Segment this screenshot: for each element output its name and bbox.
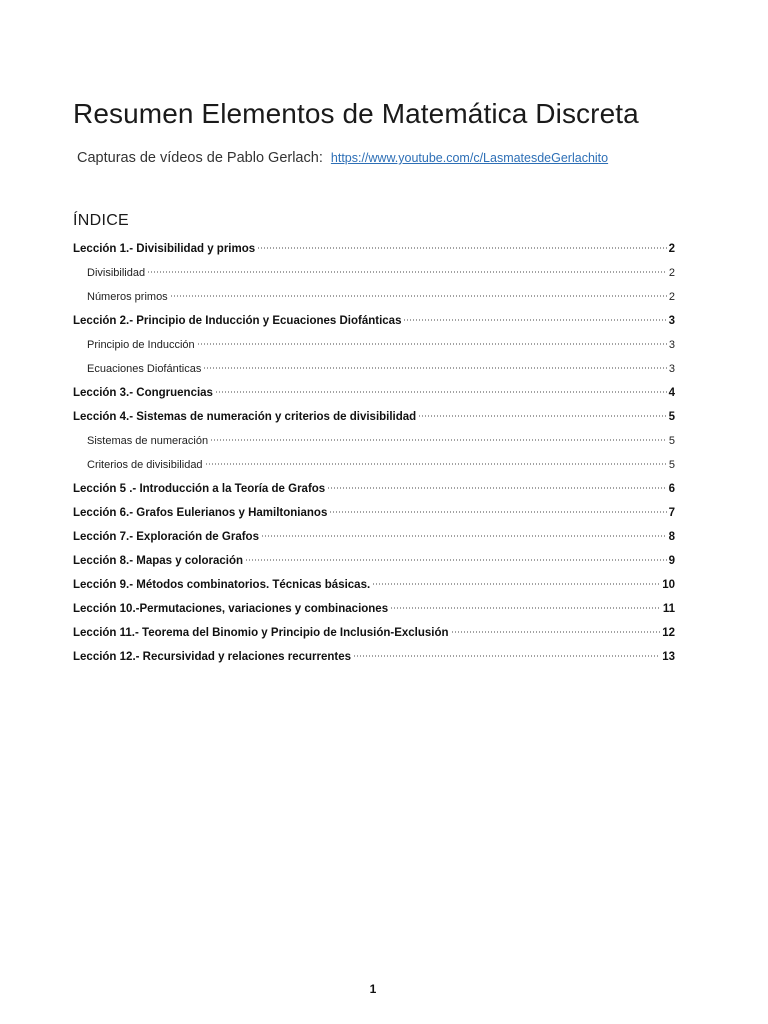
toc-entry-label: Lección 3.- Congruencias — [73, 387, 213, 399]
toc-dot-leader — [203, 367, 667, 369]
toc-entry-lesson[interactable] — [73, 243, 675, 267]
toc-entry-page-number: 2 — [668, 291, 675, 303]
toc-entry-page-number: 10 — [662, 579, 675, 591]
toc-entry-page-number: 3 — [668, 363, 675, 375]
toc-entry-lesson[interactable] — [73, 627, 675, 651]
toc-dot-leader — [205, 463, 667, 465]
toc-entry-label: Lección 5 .- Introducción a la Teoría de Grafos — [73, 483, 326, 495]
toc-entry-lesson[interactable] — [73, 507, 675, 531]
toc-entry-page-number: 8 — [668, 531, 675, 543]
toc-dot-leader — [245, 559, 667, 561]
toc-entry-label: Sistemas de numeración — [87, 435, 209, 447]
toc-dot-leader — [210, 439, 667, 441]
toc-entry-lesson[interactable] — [73, 603, 675, 627]
toc-entry-page-number: 5 — [668, 411, 675, 423]
toc-dot-leader — [197, 343, 667, 345]
toc-entry-page-number: 3 — [668, 315, 675, 327]
toc-entry-label: Criterios de divisibilidad — [87, 459, 203, 471]
toc-dot-leader — [390, 607, 661, 609]
page-title: Resumen Elementos de Matemática Discreta — [73, 98, 639, 129]
toc-entry-lesson[interactable] — [73, 579, 675, 603]
toc-entry-label: Lección 12.- Recursividad y relaciones recurrentes — [73, 651, 352, 663]
toc-entry-subsection[interactable] — [73, 363, 675, 387]
toc-entry-page-number: 12 — [662, 627, 675, 639]
toc-entry-label: Números primos — [87, 291, 168, 303]
toc-entry-label: Ecuaciones Diofánticas — [87, 363, 202, 375]
toc-entry-subsection[interactable] — [73, 267, 675, 291]
toc-entry-label: Lección 9.- Métodos combinatorios. Técnicas básicas. — [73, 579, 371, 591]
toc-entry-page-number: 3 — [668, 339, 675, 351]
toc-entry-lesson[interactable] — [73, 483, 675, 507]
toc-entry-page-number: 4 — [668, 387, 675, 399]
toc-entry-page-number: 9 — [668, 555, 675, 567]
toc-entry-page-number: 7 — [668, 507, 675, 519]
subtitle-separator: : — [318, 150, 323, 166]
toc-dot-leader — [147, 271, 667, 273]
toc-dot-leader — [329, 511, 666, 513]
toc-dot-leader — [215, 391, 667, 393]
toc-entry-label: Principio de Inducción — [87, 339, 195, 351]
toc-dot-leader — [261, 535, 667, 537]
toc-entry-label: Lección 10.-Permutaciones, variaciones y combinaciones — [73, 603, 389, 615]
subtitle — [77, 150, 608, 166]
table-of-contents — [73, 243, 675, 675]
toc-entry-lesson[interactable] — [73, 315, 675, 339]
toc-dot-leader — [327, 487, 666, 489]
toc-entry-page-number: 2 — [668, 243, 675, 255]
toc-entry-label: Lección 7.- Exploración de Grafos — [73, 531, 259, 543]
toc-entry-lesson[interactable] — [73, 387, 675, 411]
toc-entry-subsection[interactable] — [73, 435, 675, 459]
toc-heading: ÍNDICE — [73, 212, 130, 229]
toc-dot-leader — [451, 631, 661, 633]
toc-entry-label: Lección 11.- Teorema del Binomio y Principio de Inclusión-Exclusión — [73, 627, 449, 639]
toc-entry-label: Lección 1.- Divisibilidad y primos — [73, 243, 256, 255]
toc-entry-label: Divisibilidad — [87, 267, 146, 279]
subtitle-text: Capturas de vídeos de Pablo Gerlach — [77, 150, 319, 166]
toc-entry-lesson[interactable] — [73, 651, 675, 675]
page-number: 1 — [369, 982, 377, 996]
toc-entry-lesson[interactable] — [73, 531, 675, 555]
toc-dot-leader — [372, 583, 660, 585]
toc-entry-lesson[interactable] — [73, 411, 675, 435]
toc-entry-label: Lección 4.- Sistemas de numeración y criterios de divisibilidad — [73, 411, 417, 423]
toc-entry-page-number: 11 — [662, 603, 675, 615]
toc-dot-leader — [353, 655, 660, 657]
toc-entry-page-number: 5 — [668, 459, 675, 471]
toc-entry-label: Lección 8.- Mapas y coloración — [73, 555, 243, 567]
toc-entry-subsection[interactable] — [73, 459, 675, 483]
toc-entry-label: Lección 2.- Principio de Inducción y Ecuaciones Diofánticas — [73, 315, 402, 327]
toc-entry-page-number: 5 — [668, 435, 675, 447]
toc-entry-page-number: 13 — [662, 651, 675, 663]
toc-entry-page-number: 6 — [668, 483, 675, 495]
toc-dot-leader — [170, 295, 667, 297]
toc-entry-label: Lección 6.- Grafos Eulerianos y Hamiltonianos — [73, 507, 328, 519]
toc-entry-lesson[interactable] — [73, 555, 675, 579]
toc-entry-subsection[interactable] — [73, 291, 675, 315]
toc-dot-leader — [257, 247, 666, 249]
toc-entry-page-number: 2 — [668, 267, 675, 279]
toc-dot-leader — [418, 415, 666, 417]
toc-entry-subsection[interactable] — [73, 339, 675, 363]
toc-dot-leader — [403, 319, 666, 321]
youtube-channel-link[interactable]: https://www.youtube.com/c/LasmatesdeGerlachito — [330, 151, 609, 165]
